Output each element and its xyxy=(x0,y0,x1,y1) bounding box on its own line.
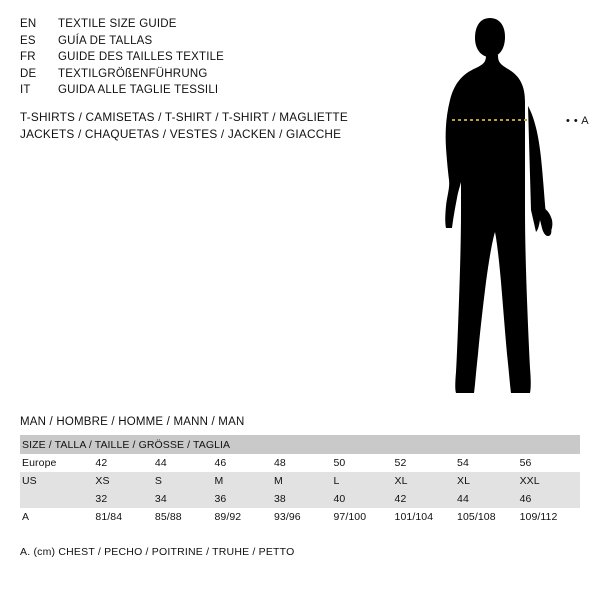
cell: 46 xyxy=(214,457,227,469)
language-code: FR xyxy=(20,51,36,63)
size-table-section xyxy=(20,416,580,526)
cell: M xyxy=(214,475,224,487)
cell: 101/104 xyxy=(394,511,434,523)
figure-illustration xyxy=(400,10,600,410)
cell: S xyxy=(154,475,163,487)
cell: 109/112 xyxy=(519,511,558,523)
language-code: EN xyxy=(20,18,37,30)
size-table xyxy=(20,435,580,526)
marker-dots: • • xyxy=(566,115,579,127)
table-header-row xyxy=(20,435,580,454)
language-header-block xyxy=(20,16,380,99)
language-row xyxy=(20,82,380,99)
language-title: GUÍA DE TALLAS xyxy=(58,34,153,47)
cell: 42 xyxy=(394,493,407,505)
table-row xyxy=(20,490,580,508)
language-code: DE xyxy=(20,67,37,80)
cell: XL xyxy=(394,475,408,487)
row-label xyxy=(20,490,93,508)
language-row xyxy=(20,49,380,66)
language-row xyxy=(20,33,380,50)
language-row xyxy=(20,16,380,33)
language-title: TEXTILGRÖßENFÜHRUNG xyxy=(58,67,208,80)
cell: L xyxy=(333,475,340,487)
cell: M xyxy=(273,475,283,487)
cell: 81/84 xyxy=(95,511,123,523)
table-header-label: SIZE / TALLA / TAILLE / GRÖSSE / TAGLIA xyxy=(22,438,231,451)
table-row xyxy=(20,472,580,490)
cell: 105/108 xyxy=(457,511,496,523)
language-title: GUIDE DES TAILLES TEXTILE xyxy=(58,51,225,63)
cell: XL xyxy=(457,475,471,487)
cell: 50 xyxy=(333,457,346,469)
cell: 85/88 xyxy=(154,511,182,523)
language-title: GUIDA ALLE TAGLIE TESSILI xyxy=(58,84,219,96)
table-row xyxy=(20,508,580,526)
cell: 48 xyxy=(273,457,286,469)
category-jackets: JACKETS / CHAQUETAS / VESTES / JACKEN / GIACCHE xyxy=(20,127,342,141)
cell: XS xyxy=(95,475,110,487)
cell: 56 xyxy=(519,457,532,469)
measure-marker-label xyxy=(566,115,589,127)
language-title: TEXTILE SIZE GUIDE xyxy=(58,18,177,30)
cell: 89/92 xyxy=(214,511,242,523)
category-list xyxy=(20,109,440,143)
cell: 32 xyxy=(95,493,108,505)
category-tshirts: T-SHIRTS / CAMISETAS / T-SHIRT / T-SHIRT / MAGLIETTE xyxy=(20,110,348,124)
cell: 97/100 xyxy=(333,511,367,523)
cell: 44 xyxy=(457,493,469,505)
language-row xyxy=(20,66,380,83)
cell: 34 xyxy=(154,493,167,505)
male-silhouette-icon xyxy=(400,10,600,410)
row-label: US xyxy=(22,475,37,487)
table-title: MAN / HOMBRE / HOMME / MANN / MAN xyxy=(20,416,245,428)
cell: 54 xyxy=(457,457,469,469)
language-code: ES xyxy=(20,34,36,47)
cell: 46 xyxy=(519,493,532,505)
row-label: A xyxy=(22,511,30,523)
language-code: IT xyxy=(20,84,31,96)
table-footnote: A. (cm) CHEST / PECHO / POITRINE / TRUHE / PETTO xyxy=(20,546,295,558)
cell: 36 xyxy=(214,493,227,505)
cell: XXL xyxy=(519,475,540,487)
table-row xyxy=(20,454,580,472)
marker-letter: A xyxy=(581,115,590,127)
cell: 38 xyxy=(273,493,286,505)
cell: 52 xyxy=(394,457,407,469)
cell: 44 xyxy=(154,457,167,469)
cell: 93/96 xyxy=(273,511,301,523)
cell: 42 xyxy=(95,457,108,469)
cell: 40 xyxy=(333,493,346,505)
row-label: Europe xyxy=(22,457,57,469)
